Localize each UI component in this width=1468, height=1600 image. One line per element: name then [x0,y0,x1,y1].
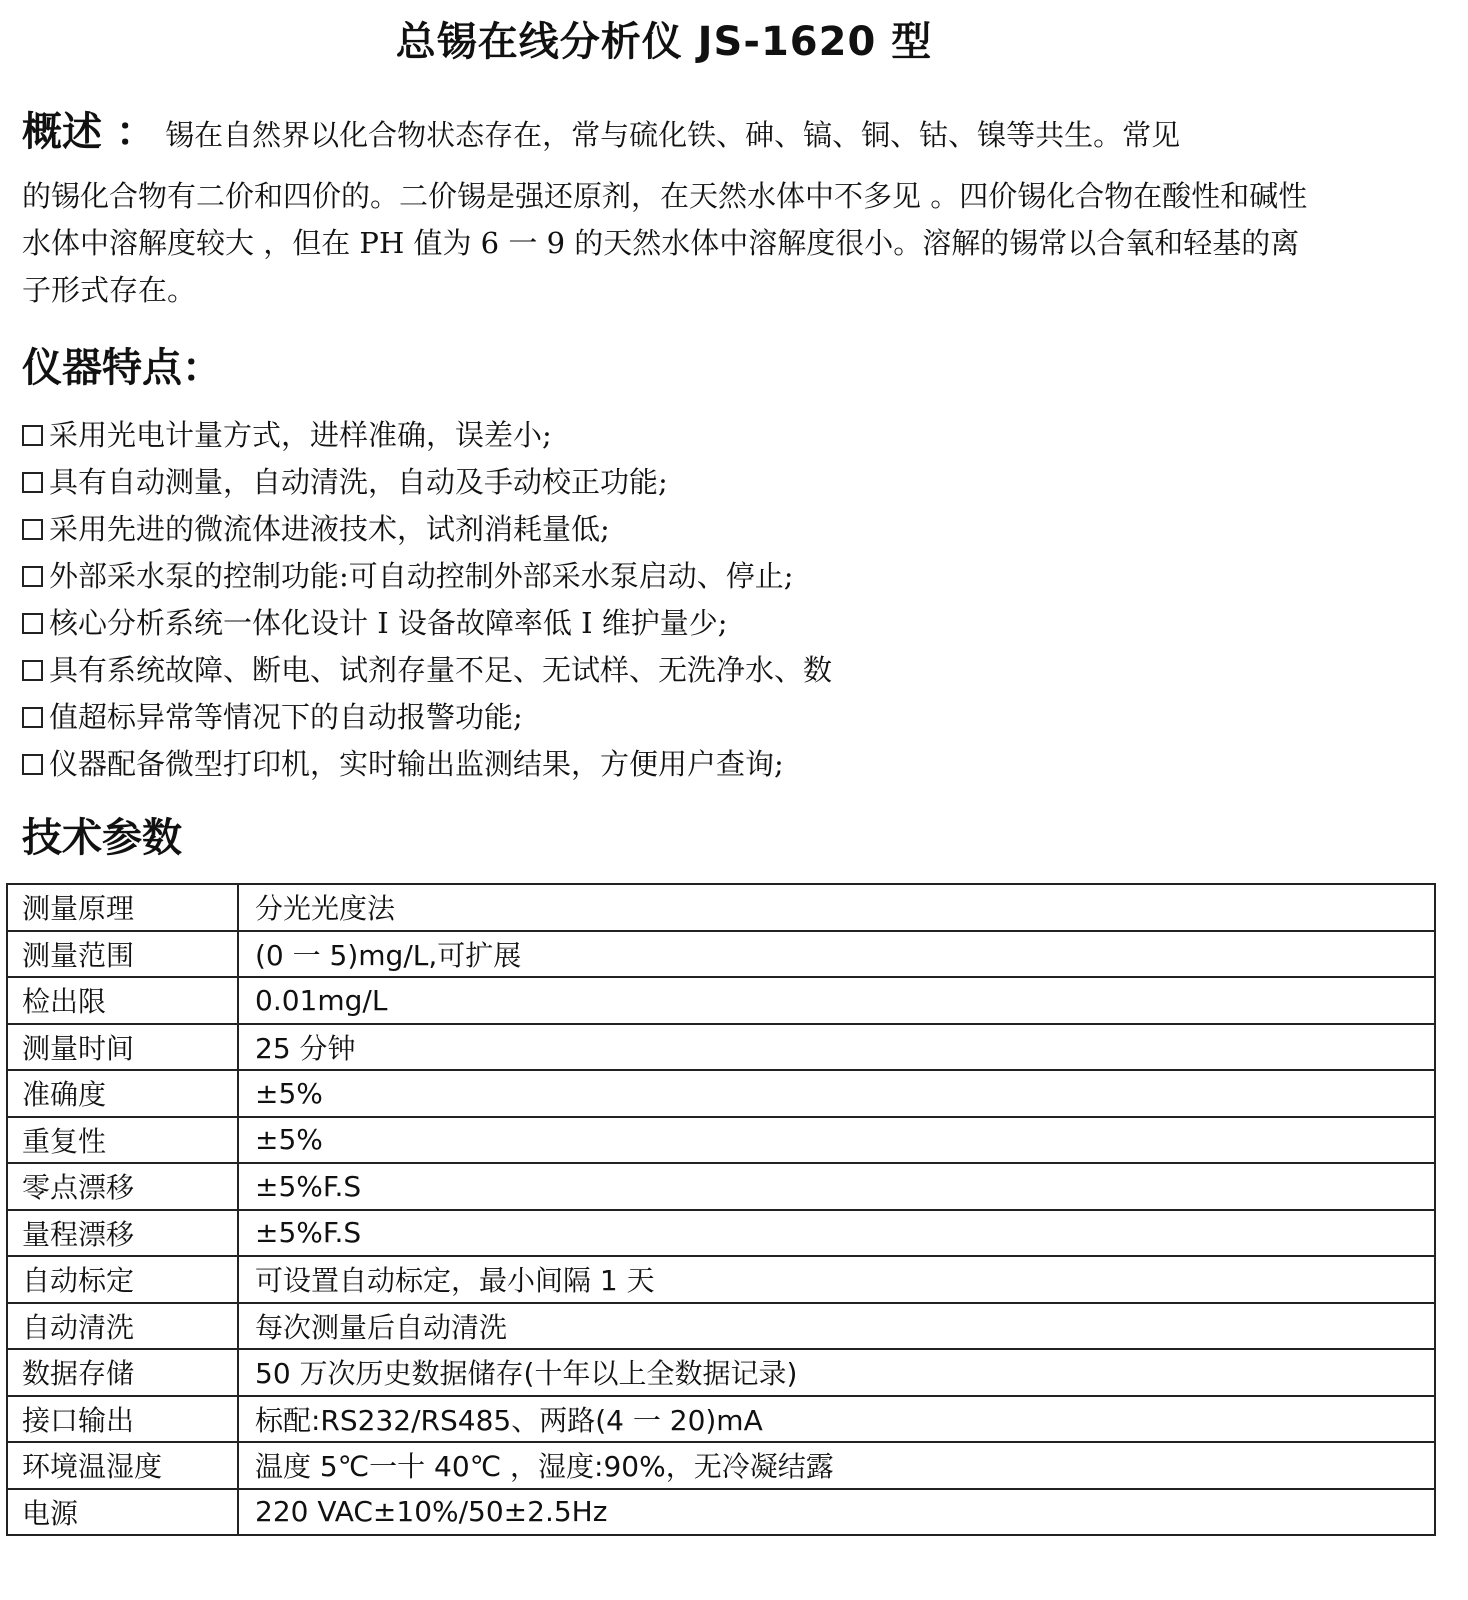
spec-value: ±5%F.S [238,1163,1435,1210]
overview-line-1: 锡在自然界以化合物状态存在，常与硫化铁、砷、镐、铜、钴、镍等共生。常见 [165,118,1181,152]
spec-label: 测量时间 [7,1024,238,1071]
spec-label: 数据存储 [7,1349,238,1396]
checkbox-icon [22,613,43,634]
spec-label: 自动标定 [7,1256,238,1303]
table-row [7,1442,1435,1489]
feature-text: 采用光电计量方式，进样准确，误差小; [49,418,552,452]
overview-section [22,108,1322,314]
feature-item [22,600,1322,647]
spec-label: 检出限 [7,977,238,1024]
table-row [7,1349,1435,1396]
spec-label: 测量原理 [7,884,238,931]
spec-value: 0.01mg/L [238,977,1435,1024]
feature-text: 采用先进的微流体进液技术，试剂消耗量低; [49,512,610,546]
checkbox-icon [22,660,43,681]
table-row [7,1303,1435,1350]
table-row [7,931,1435,978]
spec-label: 测量范围 [7,931,238,978]
overview-heading: 概述 ： [22,108,156,155]
feature-text: 核心分析系统一体化设计 I 设备故障率低 I 维护量少; [49,606,728,640]
spec-value: ±5%F.S [238,1210,1435,1257]
feature-item [22,741,1322,788]
table-row [7,1163,1435,1210]
feature-item [22,694,1322,741]
feature-text: 外部采水泵的控制功能:可自动控制外部采水泵启动、停止; [49,559,794,593]
specs-heading: 技术参数 [22,815,182,861]
table-row [7,884,1435,931]
spec-value: ±5% [238,1070,1435,1117]
spec-label: 电源 [7,1489,238,1536]
spec-label: 自动清洗 [7,1303,238,1350]
table-row [7,1024,1435,1071]
spec-value: 50 万次历史数据储存(十年以上全数据记录) [238,1349,1435,1396]
spec-value: 25 分钟 [238,1024,1435,1071]
spec-value: 220 VAC±10%/50±2.5Hz [238,1489,1435,1536]
overview-body: 的锡化合物有二价和四价的。二价锡是强还原剂，在天然水体中不多见 。四价锡化合物在酸性和碱性水体中溶解度较大 ，但在 PH 值为 6 一 9 的天然水体中溶解度很小。溶解的锡常以合氧和轻基的离子形式存在。 [22,179,1308,307]
features-heading: 仪器特点： [22,345,222,391]
features-list [22,412,1322,788]
spec-value: 可设置自动标定，最小间隔 1 天 [238,1256,1435,1303]
table-row [7,1117,1435,1164]
table-row [7,977,1435,1024]
feature-item [22,553,1322,600]
feature-text: 仪器配备微型打印机，实时输出监测结果，方便用户查询; [49,747,784,781]
spec-value: 标配:RS232/RS485、两路(4 一 20)mA [238,1396,1435,1443]
spec-label: 环境温湿度 [7,1442,238,1489]
feature-item [22,412,1322,459]
feature-text: 值超标异常等情况下的自动报警功能; [49,700,523,734]
feature-item [22,506,1322,553]
checkbox-icon [22,566,43,587]
feature-text: 具有自动测量，自动清洗，自动及手动校正功能; [49,465,668,499]
table-row [7,1489,1435,1536]
table-row [7,1210,1435,1257]
overview-first-line [22,108,1322,159]
spec-value: 温度 5℃一十 40℃ ，湿度:90%，无冷凝结露 [238,1442,1435,1489]
checkbox-icon [22,707,43,728]
checkbox-icon [22,425,43,446]
checkbox-icon [22,472,43,493]
table-row [7,1396,1435,1443]
feature-text: 具有系统故障、断电、试剂存量不足、无试样、无洗净水、数 [49,653,833,687]
spec-label: 准确度 [7,1070,238,1117]
checkbox-icon [22,519,43,540]
spec-value: (0 一 5)mg/L,可扩展 [238,931,1435,978]
feature-item [22,647,1322,694]
table-row [7,1070,1435,1117]
document-title: 总锡在线分析仪 JS-1620 型 [395,19,933,65]
spec-label: 零点漂移 [7,1163,238,1210]
feature-item [22,459,1322,506]
spec-label: 量程漂移 [7,1210,238,1257]
specs-table [6,883,1436,1536]
spec-label: 重复性 [7,1117,238,1164]
checkbox-icon [22,754,43,775]
spec-label: 接口输出 [7,1396,238,1443]
table-row [7,1256,1435,1303]
spec-value: 分光光度法 [238,884,1435,931]
spec-value: 每次测量后自动清洗 [238,1303,1435,1350]
spec-value: ±5% [238,1117,1435,1164]
